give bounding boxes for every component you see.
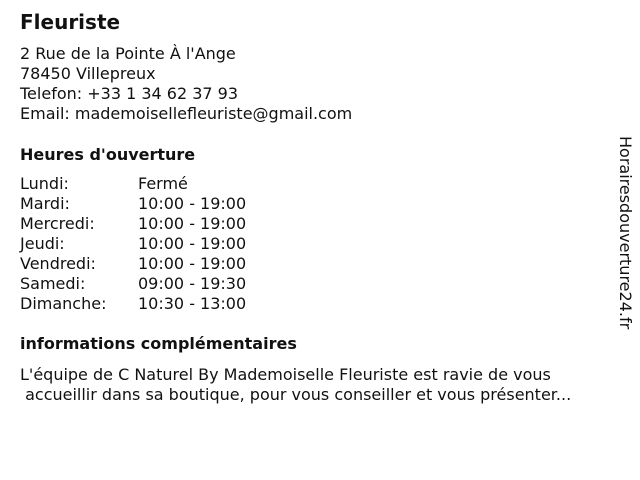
- hours-day: Jeudi:: [20, 234, 65, 253]
- contact-block: [20, 44, 352, 124]
- hours-row: [20, 254, 246, 274]
- hours-day: Dimanche:: [20, 294, 107, 313]
- hours-time: Fermé: [138, 174, 188, 193]
- business-name: Fleuriste: [20, 10, 121, 34]
- hours-day: Mercredi:: [20, 214, 95, 233]
- hours-time: 10:00 - 19:00: [138, 234, 247, 253]
- site-watermark: [612, 136, 638, 346]
- hours-time: 10:00 - 19:00: [138, 254, 247, 273]
- hours-time: 10:00 - 19:00: [138, 214, 247, 233]
- email[interactable]: Email: mademoisellefleuriste@gmail.com: [20, 104, 353, 123]
- address-line-1: 2 Rue de la Pointe À l'Ange: [20, 44, 236, 63]
- hours-table: [20, 174, 246, 314]
- hours-row: [20, 234, 246, 254]
- hours-day: Samedi:: [20, 274, 86, 293]
- hours-time: 10:30 - 13:00: [138, 294, 247, 313]
- hours-time: 10:00 - 19:00: [138, 194, 247, 213]
- hours-day: Mardi:: [20, 194, 70, 213]
- watermark-text: Horairesdouverture24.fr: [616, 136, 635, 330]
- hours-row: [20, 194, 246, 214]
- hours-row: [20, 294, 246, 314]
- hours-row: [20, 274, 246, 294]
- hours-time: 09:00 - 19:30: [138, 274, 247, 293]
- hours-day: Lundi:: [20, 174, 69, 193]
- hours-heading: Heures d'ouverture: [20, 145, 196, 164]
- hours-row: [20, 214, 246, 234]
- info-heading: informations complémentaires: [20, 334, 297, 353]
- phone[interactable]: Telefon: +33 1 34 62 37 93: [20, 84, 239, 103]
- info-description: L'équipe de C Naturel By Mademoiselle Fleuriste est ravie de vous accueillir dans sa boutique, pour vous conseiller et vous présenter...: [20, 365, 572, 404]
- address-line-2: 78450 Villepreux: [20, 64, 156, 83]
- hours-day: Vendredi:: [20, 254, 96, 273]
- hours-row: [20, 174, 246, 194]
